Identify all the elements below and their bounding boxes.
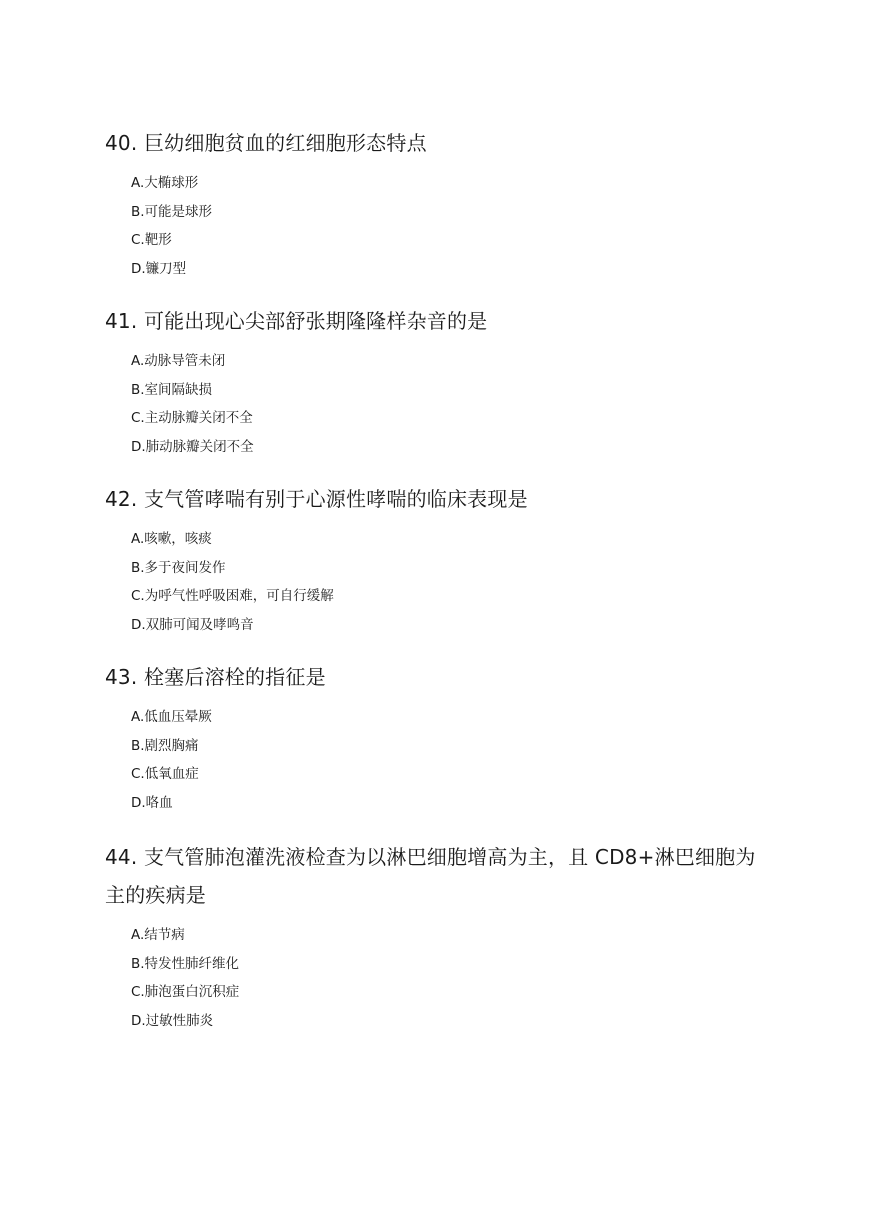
option-d: D.咯血 bbox=[131, 794, 173, 811]
option-list bbox=[131, 169, 765, 283]
option-d: D.镰刀型 bbox=[131, 260, 187, 277]
option-list bbox=[131, 703, 765, 817]
question-title: 40. 巨幼细胞贫血的红细胞形态特点 bbox=[105, 131, 427, 155]
option-a: A.低血压晕厥 bbox=[131, 709, 212, 725]
option-a: A.结节病 bbox=[131, 927, 185, 943]
option-b: B.特发性肺纤维化 bbox=[131, 955, 240, 972]
question-title: 44. 支气管肺泡灌洗液检查为以淋巴细胞增高为主，且 CD8+淋巴细胞为主的疾病是 bbox=[105, 845, 756, 907]
option-b: B.多于夜间发作 bbox=[131, 559, 226, 576]
option-b: B.剧烈胸痛 bbox=[131, 737, 199, 754]
option-c: C.主动脉瓣关闭不全 bbox=[131, 410, 253, 426]
question-43 bbox=[105, 658, 765, 817]
option-a: A.大椭球形 bbox=[131, 175, 199, 191]
option-c: C.为呼气性呼吸困难，可自行缓解 bbox=[131, 588, 334, 604]
question-42 bbox=[105, 480, 765, 639]
option-list bbox=[131, 347, 765, 461]
option-d: D.双肺可闻及哮鸣音 bbox=[131, 616, 254, 633]
option-list bbox=[131, 525, 765, 639]
question-title: 41. 可能出现心尖部舒张期隆隆样杂音的是 bbox=[105, 309, 488, 333]
option-d: D.肺动脉瓣关闭不全 bbox=[131, 438, 254, 455]
option-c: C.肺泡蛋白沉积症 bbox=[131, 984, 240, 1000]
option-b: B.可能是球形 bbox=[131, 203, 213, 220]
option-a: A.动脉导管未闭 bbox=[131, 353, 226, 369]
question-41 bbox=[105, 302, 765, 461]
option-c: C.靶形 bbox=[131, 232, 172, 248]
option-c: C.低氧血症 bbox=[131, 766, 199, 782]
option-b: B.室间隔缺损 bbox=[131, 381, 213, 398]
question-40 bbox=[105, 124, 765, 283]
option-d: D.过敏性肺炎 bbox=[131, 1012, 214, 1029]
option-a: A.咳嗽，咳痰 bbox=[131, 531, 212, 547]
option-list bbox=[131, 921, 765, 1035]
question-title: 43. 栓塞后溶栓的指征是 bbox=[105, 665, 326, 689]
question-title: 42. 支气管哮喘有别于心源性哮喘的临床表现是 bbox=[105, 487, 528, 511]
question-44 bbox=[105, 838, 765, 1035]
